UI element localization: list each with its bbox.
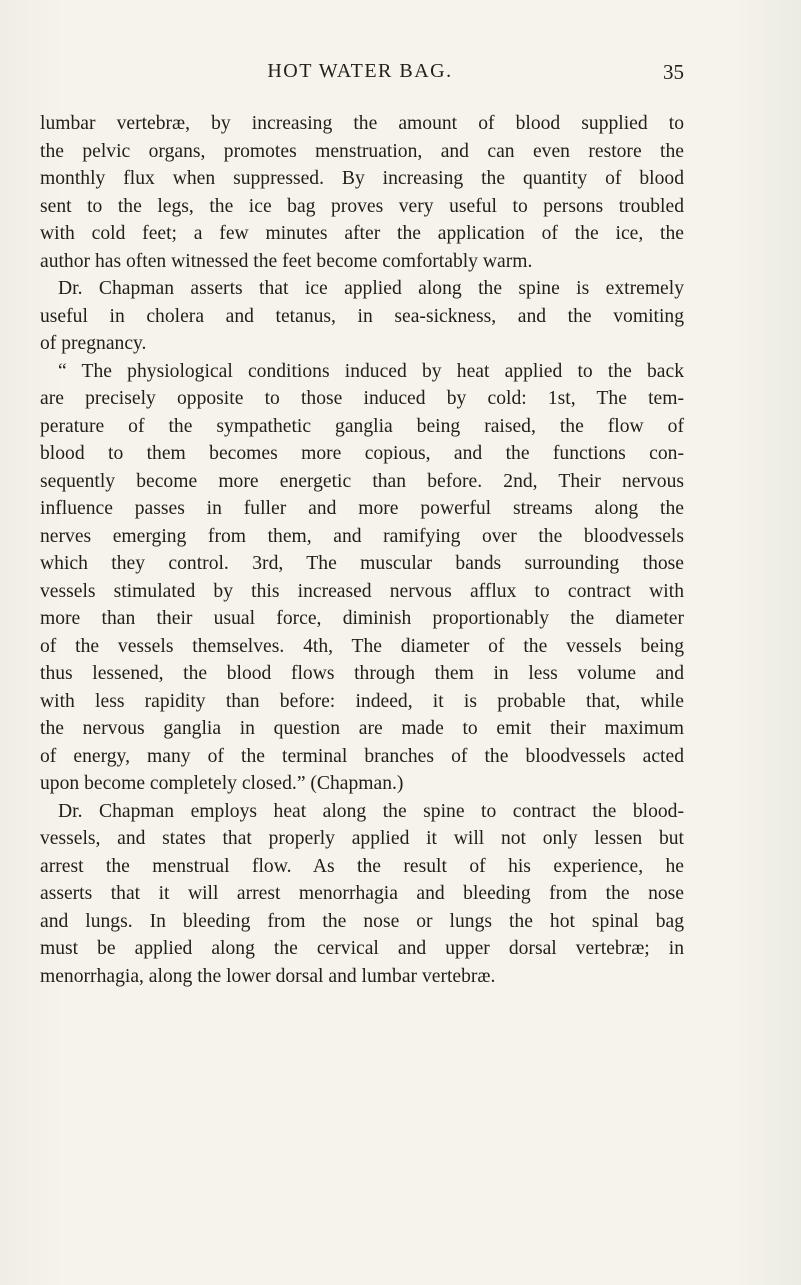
text-line: more than their usual force, diminish proportionably the diameter (40, 608, 684, 629)
text-line: the pelvic organs, promotes menstruation, and can even restore the (40, 140, 684, 162)
text-line: thus lessened, the blood flows through them in less volume and (40, 663, 684, 684)
body-text (40, 110, 684, 990)
text-line: vessels stimulated by this increased nervous afflux to contract with (40, 580, 684, 602)
text-line: arrest the menstrual flow. As the result of his experience, he (40, 855, 684, 877)
text-line: which they control. 3rd, The muscular bands surrounding those (40, 553, 684, 574)
text-line: monthly flux when suppressed. By increasing the quantity of blood (40, 168, 684, 189)
text-line: must be applied along the cervical and upper dorsal vertebræ; in (40, 938, 684, 959)
text-line: lumbar vertebræ, by increasing the amount of blood supplied to (40, 113, 684, 134)
text-line: of the vessels themselves. 4th, The diameter of the vessels being (40, 635, 684, 657)
text-line: are precisely opposite to those induced by cold: 1st, The tem- (40, 388, 684, 409)
running-title: HOT WATER BAG. (267, 60, 453, 82)
text-line: upon become completely closed.” (Chapman.) (40, 773, 404, 794)
text-line: sent to the legs, the ice bag proves very useful to persons troubled (40, 195, 684, 217)
text-line: and lungs. In bleeding from the nose or lungs the hot spinal bag (40, 910, 684, 932)
text-line: Dr. Chapman employs heat along the spine to contract the blood- (58, 800, 684, 822)
text-line: vessels, and states that properly applied it will not only lessen but (40, 828, 684, 849)
text-line: asserts that it will arrest menorrhagia and bleeding from the nose (40, 883, 684, 904)
text-line: with cold feet; a few minutes after the application of the ice, the (40, 223, 684, 244)
text-line: of pregnancy. (40, 333, 147, 354)
text-line: “ The physiological conditions induced by heat applied to the back (58, 360, 684, 382)
text-line: useful in cholera and tetanus, in sea-sickness, and the vomiting (40, 305, 684, 327)
page-number: 35 (663, 60, 684, 84)
text-line: perature of the sympathetic ganglia being raised, the flow of (40, 415, 684, 437)
running-head (40, 60, 684, 90)
text-line: blood to them becomes more copious, and the functions con- (40, 443, 684, 464)
text-line: menorrhagia, along the lower dorsal and lumbar vertebræ. (40, 965, 496, 987)
text-line: author has often witnessed the feet become comfortably warm. (40, 250, 533, 272)
text-line: of energy, many of the terminal branches of the bloodvessels acted (40, 745, 684, 767)
text-line: sequently become more energetic than before. 2nd, Their nervous (40, 470, 684, 492)
text-line: influence passes in fuller and more powerful streams along the (40, 498, 684, 519)
text-line: with less rapidity than before: indeed, it is probable that, while (40, 690, 684, 712)
text-line: the nervous ganglia in question are made to emit their maximum (40, 718, 684, 739)
text-line: nerves emerging from them, and ramifying over the bloodvessels (40, 525, 684, 547)
text-line: Dr. Chapman asserts that ice applied along the spine is extremely (58, 278, 684, 299)
